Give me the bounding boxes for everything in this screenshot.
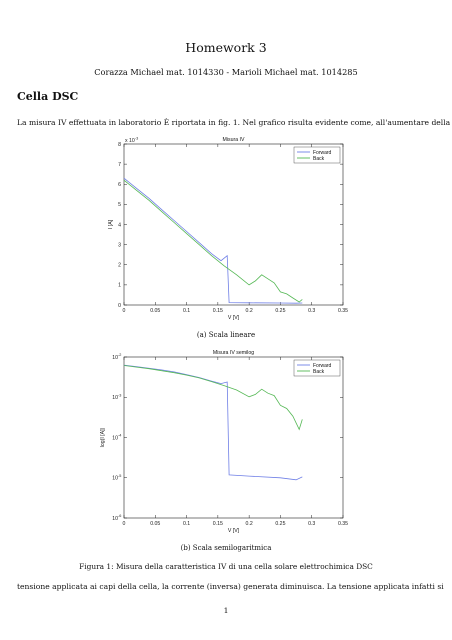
x-tick-label: 0.2 xyxy=(245,521,253,527)
authors-line: Corazza Michael mat. 1014330 - Marioli Michael mat. 1014285 xyxy=(94,67,358,77)
x-axis-label: V [V] xyxy=(227,528,240,534)
page-number: 1 xyxy=(223,606,229,615)
legend-label: Forward xyxy=(313,362,332,369)
y-tick-label: 8 xyxy=(118,141,121,148)
x-tick-label: 0.2 xyxy=(245,308,253,314)
legend-label: Back xyxy=(313,155,325,162)
y-exponent-power: -3 xyxy=(134,136,139,141)
y-tick-label: 10 xyxy=(112,435,118,442)
y-tick-exponent: -5 xyxy=(118,473,122,478)
y-exponent-label: x $10^{-3}$ xyxy=(125,136,139,144)
paragraph-1: La misura IV effettuata in laboratorio È riportata in fig. 1. Nel grafico risulta evidente come, all'aumentare della xyxy=(17,118,451,127)
y-axis-label: I [A] xyxy=(108,219,114,230)
subcaption-b: (b) Scala semilogaritmica xyxy=(180,544,272,552)
y-tick-label: 6 xyxy=(118,182,121,189)
subcaption-a: (a) Scala lineare xyxy=(196,331,256,339)
x-tick-label: 0.05 xyxy=(150,308,161,314)
x-tick-label: 0.15 xyxy=(212,521,223,527)
legend-label: Back xyxy=(313,368,325,375)
x-tick-label: 0.1 xyxy=(182,308,191,314)
y-tick-exponent: -4 xyxy=(118,433,122,438)
section-heading: Cella DSC xyxy=(17,90,79,103)
y-tick-label: 0 xyxy=(118,302,121,309)
legend-label: Forward xyxy=(313,149,332,156)
chart-title: Misura IV xyxy=(222,137,245,143)
chart-title: Misura IV semilog xyxy=(212,350,255,356)
x-tick-label: 0.05 xyxy=(150,521,161,527)
y-axis-label: log(I [A]) xyxy=(100,427,106,448)
paragraph-2: tensione applicata ai capi della cella, la corrente (inversa) generata diminuisca. La tensione applicata infatti si xyxy=(17,582,444,591)
x-tick-label: 0.35 xyxy=(337,521,349,527)
y-tick-label: 10 xyxy=(112,475,118,482)
y-tick-exponent: -2 xyxy=(118,353,122,357)
x-tick-label: 0.3 xyxy=(308,521,316,527)
document-title: Homework 3 xyxy=(185,40,267,55)
y-tick-label: 10 xyxy=(112,515,118,522)
x-axis-label: V [V] xyxy=(227,315,240,321)
plot-frame xyxy=(124,357,343,518)
y-tick-label: 5 xyxy=(118,202,121,209)
x-tick-label: 0.25 xyxy=(275,521,286,527)
y-tick-label: 10 xyxy=(112,395,118,402)
y-tick-exponent: -3 xyxy=(118,393,122,398)
x-tick-label: 0.25 xyxy=(275,308,286,314)
x-tick-label: 0.1 xyxy=(182,521,191,527)
y-tick-label: 1 xyxy=(118,282,121,289)
y-tick-label: 10 xyxy=(112,354,118,361)
x-tick-label: 0.3 xyxy=(308,308,316,314)
y-tick-exponent: -6 xyxy=(118,514,122,518)
y-tick-label: 3 xyxy=(118,242,121,249)
y-tick-label: 4 xyxy=(118,222,121,229)
x-tick-label: 0 xyxy=(122,521,126,527)
y-tick-label: 7 xyxy=(118,161,121,168)
x-tick-label: 0 xyxy=(122,308,126,314)
x-tick-label: 0.35 xyxy=(337,308,349,314)
x-tick-label: 0.15 xyxy=(212,308,223,314)
y-tick-label: 2 xyxy=(118,262,121,269)
figure-caption: Figura 1: Misura della caratteristica IV di una cella solare elettrochimica DSC xyxy=(79,562,373,571)
